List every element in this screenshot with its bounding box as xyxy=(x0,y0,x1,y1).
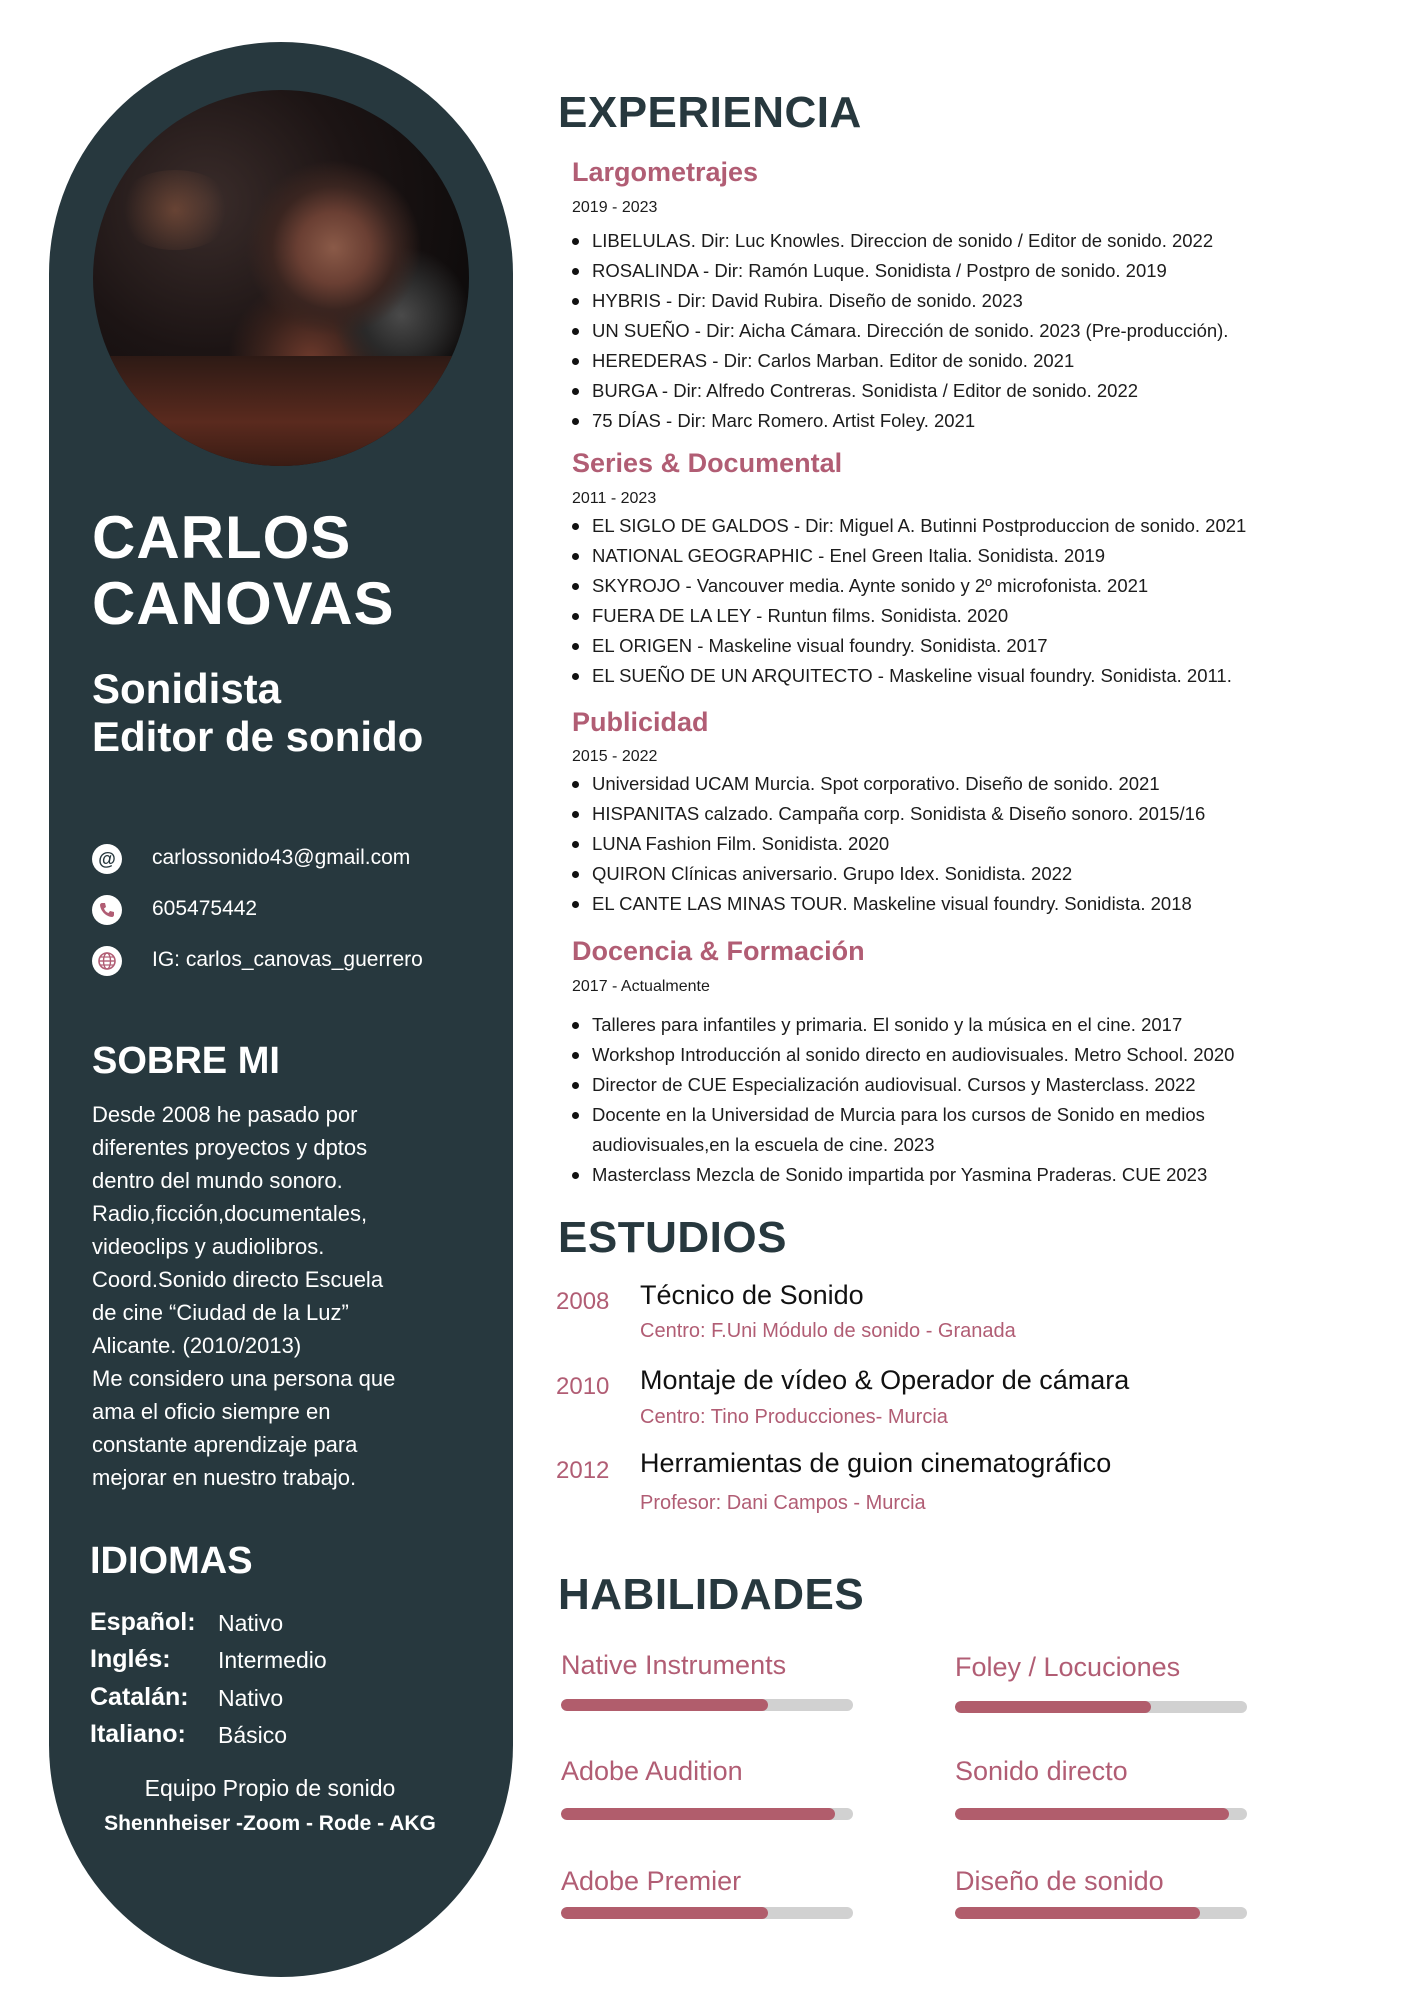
list-item: Talleres para infantiles y primaria. El sonido y la música en el cine. 2017 xyxy=(572,1010,1332,1040)
education-year: 2008 xyxy=(556,1288,610,1315)
experience-group-title: Publicidad xyxy=(572,707,709,737)
contact-phone[interactable]: 605475442 xyxy=(92,895,512,925)
list-item: BURGA - Dir: Alfredo Contreras. Sonidista / Editor de sonido. 2022 xyxy=(572,376,1332,406)
skill-bar xyxy=(955,1808,1247,1820)
skill-bar xyxy=(955,1701,1247,1713)
education-year: 2012 xyxy=(556,1457,610,1484)
languages-title: IDIOMAS xyxy=(90,1540,253,1582)
language-row: Catalán: Nativo xyxy=(90,1683,284,1711)
list-item: Masterclass Mezcla de Sonido impartida por Yasmina Praderas. CUE 2023 xyxy=(572,1160,1332,1190)
experience-list xyxy=(572,226,1332,436)
skill-bar xyxy=(561,1808,853,1820)
education-degree: Herramientas de guion cinematográfico xyxy=(640,1448,1112,1478)
skill-bar-fill xyxy=(561,1699,768,1711)
equipment-list: Shennheiser -Zoom - Rode - AKG xyxy=(104,1812,436,1835)
list-item: NATIONAL GEOGRAPHIC - Enel Green Italia. Sonidista. 2019 xyxy=(572,541,1332,571)
experience-list xyxy=(572,769,1332,919)
list-item: FUERA DE LA LEY - Runtun films. Sonidista. 2020 xyxy=(572,601,1332,631)
list-item: QUIRON Clínicas aniversario. Grupo Idex. Sonidista. 2022 xyxy=(572,859,1332,889)
list-item: HISPANITAS calzado. Campaña corp. Sonidista & Diseño sonoro. 2015/16 xyxy=(572,799,1332,829)
skill-bar-fill xyxy=(561,1808,835,1820)
skill-label: Adobe Premier xyxy=(561,1866,742,1896)
experience-group-years: 2019 - 2023 xyxy=(572,199,658,216)
skill-bar-fill xyxy=(955,1907,1200,1919)
list-item: LUNA Fashion Film. Sonidista. 2020 xyxy=(572,829,1332,859)
skill-bar xyxy=(955,1907,1247,1919)
list-item: ROSALINDA - Dir: Ramón Luque. Sonidista / Postpro de sonido. 2019 xyxy=(572,256,1332,286)
skill-label: Diseño de sonido xyxy=(955,1866,1164,1896)
list-item: Director de CUE Especialización audiovisual. Cursos y Masterclass. 2022 xyxy=(572,1070,1332,1100)
skill-bar-fill xyxy=(561,1907,768,1919)
skill-bar xyxy=(561,1907,853,1919)
globe-icon xyxy=(92,946,122,976)
contact-email[interactable]: @ carlossonido43@gmail.com xyxy=(92,844,512,874)
language-row: Español: Nativo xyxy=(90,1608,284,1636)
education-year: 2010 xyxy=(556,1373,610,1400)
about-title: SOBRE MI xyxy=(92,1040,280,1082)
education-center: Centro: Tino Producciones- Murcia xyxy=(640,1406,948,1428)
about-text: Desde 2008 he pasado por diferentes proyectos y dptos dentro del mundo sonoro. Radio,ficción,documentales, videoclips y audiolibros. Coord.Sonido directo Escuela de cine “Ciudad de la Luz” Alicante. (2010/2013) Me considero una persona que ama el oficio siempre en constante aprendizaje para mejorar en nuestro trabajo. xyxy=(92,1102,396,1490)
experience-title: EXPERIENCIA xyxy=(558,88,862,137)
experience-list xyxy=(572,511,1332,691)
education-degree: Técnico de Sonido xyxy=(640,1280,864,1310)
language-row: Inglés: Intermedio xyxy=(90,1645,327,1673)
list-item: Docente en la Universidad de Murcia para los cursos de Sonido en medios audiovisuales,en la escuela de cine. 2023 xyxy=(572,1100,1312,1160)
list-item: Workshop Introducción al sonido directo en audiovisuales. Metro School. 2020 xyxy=(572,1040,1332,1070)
skill-bar-fill xyxy=(955,1808,1229,1820)
language-row: Italiano: Básico xyxy=(90,1720,288,1748)
profile-role: Sonidista Editor de sonido xyxy=(92,665,424,760)
profile-photo xyxy=(93,90,469,466)
list-item: Universidad UCAM Murcia. Spot corporativo. Diseño de sonido. 2021 xyxy=(572,769,1332,799)
list-item: LIBELULAS. Dir: Luc Knowles. Direccion de sonido / Editor de sonido. 2022 xyxy=(572,226,1332,256)
equipment-title: Equipo Propio de sonido xyxy=(144,1775,396,1801)
list-item: HYBRIS - Dir: David Rubira. Diseño de sonido. 2023 xyxy=(572,286,1332,316)
education-center: Profesor: Dani Campos - Murcia xyxy=(640,1492,926,1514)
experience-group-title: Docencia & Formación xyxy=(572,936,865,966)
experience-group-years: 2015 - 2022 xyxy=(572,748,658,765)
skill-label: Native Instruments xyxy=(561,1650,787,1680)
experience-group-years: 2011 - 2023 xyxy=(572,490,657,507)
skills-title: HABILIDADES xyxy=(558,1570,865,1619)
skill-label: Foley / Locuciones xyxy=(955,1652,1181,1682)
at-icon: @ xyxy=(92,844,122,874)
list-item: EL ORIGEN - Maskeline visual foundry. Sonidista. 2017 xyxy=(572,631,1332,661)
education-title: ESTUDIOS xyxy=(558,1213,787,1262)
list-item: SKYROJO - Vancouver media. Aynte sonido y 2º microfonista. 2021 xyxy=(572,571,1332,601)
education-center: Centro: F.Uni Módulo de sonido - Granada xyxy=(640,1320,1016,1342)
education-degree: Montaje de vídeo & Operador de cámara xyxy=(640,1365,1130,1395)
skill-label: Adobe Audition xyxy=(561,1756,743,1786)
list-item: UN SUEÑO - Dir: Aicha Cámara. Dirección de sonido. 2023 (Pre-producción). xyxy=(572,316,1332,346)
list-item: 75 DÍAS - Dir: Marc Romero. Artist Foley. 2021 xyxy=(572,406,1332,436)
list-item: EL CANTE LAS MINAS TOUR. Maskeline visual foundry. Sonidista. 2018 xyxy=(572,889,1332,919)
phone-icon xyxy=(92,895,122,925)
experience-list xyxy=(572,1010,1332,1190)
profile-name: CARLOS CANOVAS xyxy=(92,504,395,637)
list-item: EL SIGLO DE GALDOS - Dir: Miguel A. Butinni Postproduccion de sonido. 2021 xyxy=(572,511,1332,541)
contact-instagram[interactable]: IG: carlos_canovas_guerrero xyxy=(92,946,512,976)
experience-group-title: Largometrajes xyxy=(572,157,759,187)
skill-label: Sonido directo xyxy=(955,1756,1128,1786)
list-item: HEREDERAS - Dir: Carlos Marban. Editor de sonido. 2021 xyxy=(572,346,1332,376)
list-item: EL SUEÑO DE UN ARQUITECTO - Maskeline visual foundry. Sonidista. 2011. xyxy=(572,661,1332,691)
skill-bar xyxy=(561,1699,853,1711)
skill-bar-fill xyxy=(955,1701,1151,1713)
experience-group-title: Series & Documental xyxy=(572,448,843,478)
experience-group-years: 2017 - Actualmente xyxy=(572,978,710,995)
